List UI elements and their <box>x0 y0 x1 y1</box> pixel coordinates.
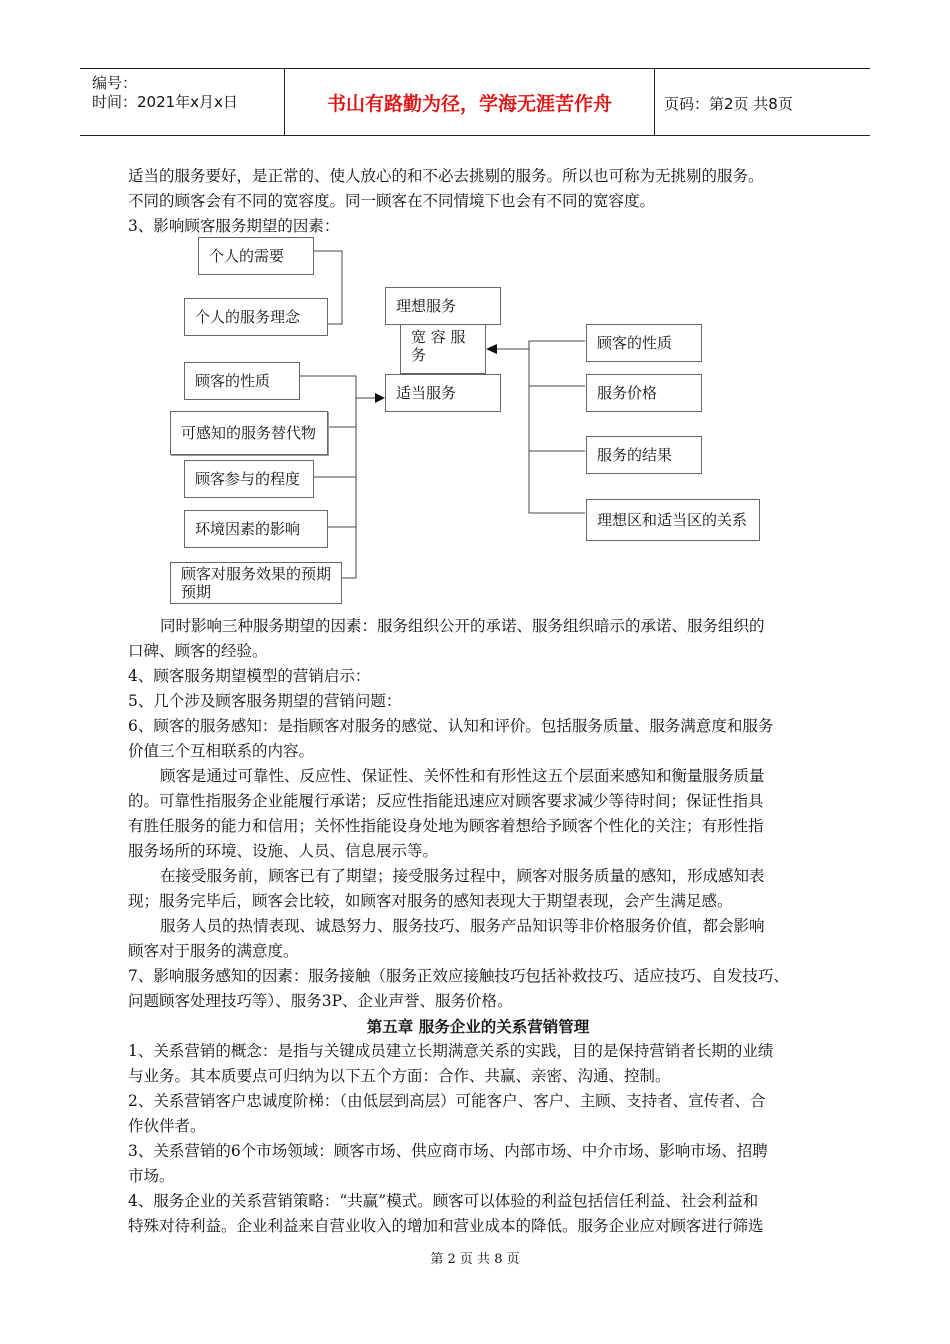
motto: 书山有路勤为径，学海无涯苦作舟 <box>285 69 655 135</box>
paragraph-line: 6、顾客的服务感知：是指顾客对服务的感觉、认知和评价。包括服务质量、服务满意度和服务 <box>128 717 774 735</box>
paragraph-line: 有胜任服务的能力和信用；关怀性指能设身处地为顾客着想给予顾客个性化的关注；有形性指 <box>128 817 764 835</box>
box-expected-effect: 顾客对服务效果的预期预期 <box>170 562 342 604</box>
box-customer-nature-right: 顾客的性质 <box>586 324 702 362</box>
box-environment-factors: 环境因素的影响 <box>184 510 328 548</box>
paragraph-line: 现；服务完毕后，顾客会比较，如顾客对服务的感知表现大于期望表现，会产生满足感。 <box>128 892 733 910</box>
box-personal-philosophy: 个人的服务理念 <box>184 298 328 336</box>
paragraph-line: 顾客对于服务的满意度。 <box>128 942 299 960</box>
box-customer-participation: 顾客参与的程度 <box>184 460 314 498</box>
paragraph-line: 顾客是通过可靠性、反应性、保证性、关怀性和有形性这五个层面来感知和衡量服务质量 <box>160 767 765 785</box>
paragraph-line: 作伙伴者。 <box>128 1117 206 1135</box>
paragraph-line: 服务场所的环境、设施、人员、信息展示等。 <box>128 842 439 860</box>
paragraph-line: 3、关系营销的6个市场领域：顾客市场、供应商市场、内部市场、中介市场、影响市场、招聘 <box>128 1142 768 1160</box>
section-heading: 5、几个涉及顾客服务期望的营销问题： <box>128 692 402 710</box>
paragraph-line: 价值三个互相联系的内容。 <box>128 742 315 760</box>
box-tolerance-service: 宽 容 服 务 <box>400 324 486 374</box>
box-adequate-service: 适当服务 <box>385 374 501 412</box>
paragraph-line: 口碑、顾客的经验。 <box>128 642 268 660</box>
paragraph-line: 问题顾客处理技巧等）、服务3P、企业声誉、服务价格。 <box>128 992 513 1010</box>
paragraph-line: 不同的顾客会有不同的宽容度。同一顾客在不同情境下也会有不同的宽容度。 <box>128 192 656 210</box>
section-heading: 4、顾客服务期望模型的营销启示： <box>128 667 371 685</box>
box-customer-nature-left: 顾客的性质 <box>184 362 300 400</box>
paragraph-line: 在接受服务前，顾客已有了期望；接受服务过程中，顾客对服务质量的感知，形成感知表 <box>160 867 765 885</box>
paragraph-line: 与业务。其本质要点可归纳为以下五个方面：合作、共赢、亲密、沟通、控制。 <box>128 1067 671 1085</box>
paragraph-line: 服务人员的热情表现、诚恳努力、服务技巧、服务产品知识等非价格服务价值，都会影响 <box>160 917 765 935</box>
paragraph-line: 2、关系营销客户忠诚度阶梯：（由低层到高层）可能客户、客户、主顾、支持者、宣传者、合 <box>128 1092 766 1110</box>
paragraph-line: 同时影响三种服务期望的因素：服务组织公开的承诺、服务组织暗示的承诺、服务组织的 <box>160 617 765 635</box>
paragraph-line: 特殊对待利益。企业利益来自营业收入的增加和营业成本的降低。服务企业应对顾客进行筛选 <box>128 1217 764 1235</box>
page-footer: 第 2 页 共 8 页 <box>430 1252 520 1267</box>
paragraph-line: 市场。 <box>128 1167 175 1185</box>
paragraph-line: 7、影响服务感知的因素：服务接触（服务正效应接触技巧包括补救技巧、适应技巧、自发技巧、 <box>128 967 789 985</box>
paragraph-line: 适当的服务要好，是正常的、使人放心的和不必去挑剔的服务。所以也可称为无挑剔的服务。 <box>128 167 764 185</box>
box-ideal-service: 理想服务 <box>385 287 501 325</box>
box-zone-relation: 理想区和适当区的关系 <box>586 499 760 541</box>
box-personal-need: 个人的需要 <box>198 237 314 275</box>
paragraph-line: 4、服务企业的关系营销策略：“共赢”模式。顾客可以体验的利益包括信任利益、社会利益和 <box>128 1192 759 1210</box>
date-label: 时间：2021年x月x日 <box>92 93 238 111</box>
serial-label: 编号： <box>92 74 138 92</box>
section-heading: 3、影响顾客服务期望的因素： <box>128 217 340 235</box>
paragraph-line: 的。可靠性指服务企业能履行承诺；反应性指能迅速应对顾客要求减少等待时间；保证性指具 <box>128 792 764 810</box>
box-perceived-alternatives: 可感知的服务替代物 <box>170 411 328 455</box>
page-info: 页码：第2页 共8页 <box>664 95 793 113</box>
chapter-title: 第五章 服务企业的关系营销管理 <box>366 1017 590 1036</box>
box-service-price: 服务价格 <box>586 374 702 412</box>
box-service-result: 服务的结果 <box>586 436 702 474</box>
paragraph-line: 1、关系营销的概念：是指与关键成员建立长期满意关系的实践，目的是保持营销者长期的业绩 <box>128 1042 774 1060</box>
